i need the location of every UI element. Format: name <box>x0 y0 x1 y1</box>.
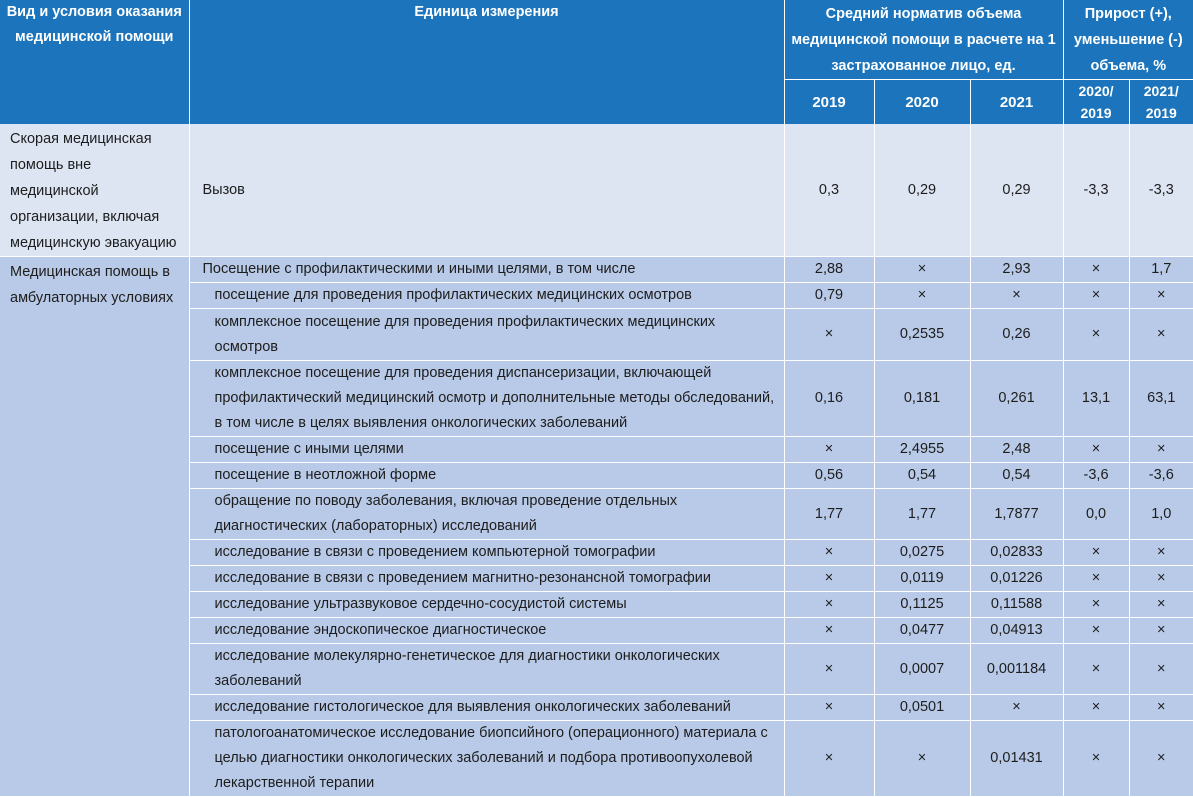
increase-2021: × <box>1129 309 1193 361</box>
value-2020: 2,4955 <box>874 437 970 463</box>
row-unit: исследование в связи с проведением компьютерной томографии <box>189 540 784 566</box>
increase-2020: × <box>1063 540 1129 566</box>
value-2020: 0,0477 <box>874 618 970 644</box>
value-2020: 0,29 <box>874 124 970 257</box>
row-kind: Медицинская помощь в амбулаторных условиях <box>0 257 189 797</box>
increase-2021: 1,0 <box>1129 489 1193 540</box>
increase-2021: × <box>1129 566 1193 592</box>
increase-2021: × <box>1129 540 1193 566</box>
increase-2020: × <box>1063 695 1129 721</box>
row-unit: исследование гистологическое для выявления онкологических заболеваний <box>189 695 784 721</box>
value-2021: 0,54 <box>970 463 1063 489</box>
header-kind: Вид и условия оказания медицинской помощи <box>0 0 189 124</box>
increase-2020: -3,3 <box>1063 124 1129 257</box>
value-2021: 0,01431 <box>970 721 1063 797</box>
header-increase-2020: 2020/ 2019 <box>1063 80 1129 125</box>
table-header <box>0 0 1193 124</box>
row-unit: исследование в связи с проведением магнитно-резонансной томографии <box>189 566 784 592</box>
increase-2021: × <box>1129 721 1193 797</box>
value-2021: 1,7877 <box>970 489 1063 540</box>
value-2019: × <box>784 618 874 644</box>
value-2019: 2,88 <box>784 257 874 283</box>
value-2020: × <box>874 283 970 309</box>
header-increase: Прирост (+), уменьшение (-) объема, % <box>1063 0 1193 80</box>
increase-2020: × <box>1063 721 1129 797</box>
value-2019: × <box>784 566 874 592</box>
row-unit: посещение для проведения профилактических медицинских осмотров <box>189 283 784 309</box>
header-year-2021: 2021 <box>970 80 1063 125</box>
value-2020: 0,181 <box>874 361 970 437</box>
value-2020: 0,0007 <box>874 644 970 695</box>
increase-2020: × <box>1063 283 1129 309</box>
row-unit: исследование молекулярно-генетическое для диагностики онкологических заболеваний <box>189 644 784 695</box>
value-2019: 1,77 <box>784 489 874 540</box>
increase-2020: × <box>1063 644 1129 695</box>
value-2020: 0,0501 <box>874 695 970 721</box>
increase-2021: × <box>1129 695 1193 721</box>
row-unit: Посещение с профилактическими и иными целями, в том числе <box>189 257 784 283</box>
value-2020: 0,54 <box>874 463 970 489</box>
increase-2021: × <box>1129 592 1193 618</box>
value-2019: 0,16 <box>784 361 874 437</box>
row-unit: комплексное посещение для проведения профилактических медицинских осмотров <box>189 309 784 361</box>
row-unit: посещение в неотложной форме <box>189 463 784 489</box>
increase-2020: × <box>1063 566 1129 592</box>
increase-2021: × <box>1129 644 1193 695</box>
value-2019: 0,79 <box>784 283 874 309</box>
increase-2020: × <box>1063 309 1129 361</box>
increase-2021: × <box>1129 618 1193 644</box>
value-2021: × <box>970 695 1063 721</box>
header-unit: Единица измерения <box>189 0 784 124</box>
value-2019: × <box>784 644 874 695</box>
value-2021: 0,01226 <box>970 566 1063 592</box>
increase-2020: × <box>1063 618 1129 644</box>
value-2021: 0,11588 <box>970 592 1063 618</box>
value-2020: × <box>874 257 970 283</box>
table-row <box>0 257 1193 283</box>
row-unit: патологоанатомическое исследование биопсийного (операционного) материала с целью диагностики онкологических заболеваний и подбора противоопухолевой лекарственной терапии <box>189 721 784 797</box>
increase-2021: -3,3 <box>1129 124 1193 257</box>
header-volume: Средний норматив объема медицинской помощи в расчете на 1 застрахованное лицо, ед. <box>784 0 1063 80</box>
increase-2021: -3,6 <box>1129 463 1193 489</box>
increase-2020: × <box>1063 437 1129 463</box>
row-unit: комплексное посещение для проведения диспансеризации, включающей профилактический медицинский осмотр и дополнительные методы обследований, в том числе в целях выявления онкологических заболеваний <box>189 361 784 437</box>
header-increase-2021: 2021/ 2019 <box>1129 80 1193 125</box>
value-2021: 0,26 <box>970 309 1063 361</box>
value-2020: 0,2535 <box>874 309 970 361</box>
header-year-2020: 2020 <box>874 80 970 125</box>
row-unit: посещение с иными целями <box>189 437 784 463</box>
value-2021: 2,93 <box>970 257 1063 283</box>
value-2020: 1,77 <box>874 489 970 540</box>
increase-2021: × <box>1129 283 1193 309</box>
value-2020: 0,1125 <box>874 592 970 618</box>
value-2021: 2,48 <box>970 437 1063 463</box>
increase-2020: × <box>1063 592 1129 618</box>
value-2021: 0,001184 <box>970 644 1063 695</box>
value-2019: × <box>784 540 874 566</box>
row-unit: исследование эндоскопическое диагностическое <box>189 618 784 644</box>
value-2019: × <box>784 721 874 797</box>
increase-2020: × <box>1063 257 1129 283</box>
row-unit: обращение по поводу заболевания, включая проведение отдельных диагностических (лабораторных) исследований <box>189 489 784 540</box>
value-2019: 0,3 <box>784 124 874 257</box>
value-2019: × <box>784 695 874 721</box>
increase-2021: × <box>1129 437 1193 463</box>
value-2019: 0,56 <box>784 463 874 489</box>
value-2019: × <box>784 592 874 618</box>
increase-2021: 1,7 <box>1129 257 1193 283</box>
value-2020: 0,0119 <box>874 566 970 592</box>
value-2019: × <box>784 309 874 361</box>
increase-2020: 13,1 <box>1063 361 1129 437</box>
table-row <box>0 124 1193 257</box>
value-2021: 0,29 <box>970 124 1063 257</box>
row-kind: Скорая медицинская помощь вне медицинской организации, включая медицинскую эвакуацию <box>0 124 189 257</box>
row-unit: исследование ультразвуковое сердечно-сосудистой системы <box>189 592 784 618</box>
increase-2021: 63,1 <box>1129 361 1193 437</box>
value-2021: × <box>970 283 1063 309</box>
header-year-2019: 2019 <box>784 80 874 125</box>
value-2019: × <box>784 437 874 463</box>
increase-2020: 0,0 <box>1063 489 1129 540</box>
value-2020: 0,0275 <box>874 540 970 566</box>
value-2020: × <box>874 721 970 797</box>
increase-2020: -3,6 <box>1063 463 1129 489</box>
value-2021: 0,04913 <box>970 618 1063 644</box>
value-2021: 0,261 <box>970 361 1063 437</box>
row-unit: Вызов <box>189 124 784 257</box>
value-2021: 0,02833 <box>970 540 1063 566</box>
